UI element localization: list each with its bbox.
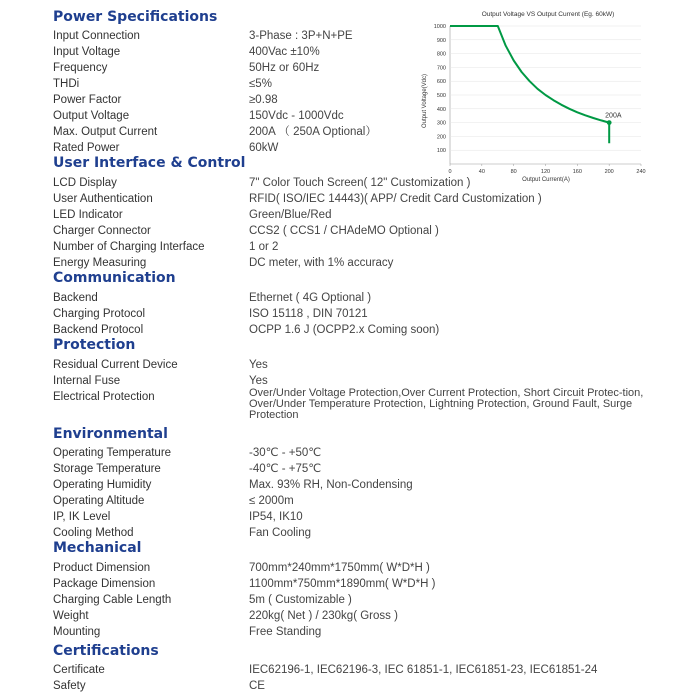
spec-label: Energy Measuring	[53, 257, 147, 269]
section-title-mechanical: Mechanical	[53, 540, 142, 556]
spec-value: 3-Phase : 3P+N+PE	[249, 30, 353, 42]
x-tick-label: 200	[604, 169, 614, 175]
chart-title: Output Voltage VS Output Current (Eg. 60kW)	[481, 11, 615, 18]
spec-value: Fan Cooling	[249, 527, 312, 539]
spec-value: 1100mm*750mm*1890mm( W*D*H )	[249, 578, 436, 590]
spec-value: -40℃ - +75℃	[249, 463, 322, 475]
chart-xlabel: Output Current(A)	[522, 177, 570, 183]
spec-label: Operating Altitude	[53, 495, 145, 507]
annotation-label: 200A	[605, 112, 622, 120]
y-tick-label: 800	[436, 51, 446, 58]
spec-label: Power Factor	[53, 94, 122, 106]
spec-label: Number of Charging Interface	[53, 241, 205, 253]
annotation-point	[607, 120, 612, 125]
spec-label: Max. Output Current	[53, 126, 158, 138]
spec-value: IP54, IK10	[249, 511, 303, 523]
spec-label: Backend	[53, 292, 98, 304]
spec-label: Backend Protocol	[53, 324, 144, 336]
section-title-certifications: Certifications	[53, 643, 159, 659]
spec-value: OCPP 1.6 J (OCPP2.x Coming soon)	[249, 324, 440, 336]
y-tick-label: 700	[436, 65, 446, 72]
spec-label: Output Voltage	[53, 110, 130, 122]
spec-label: Safety	[53, 680, 86, 692]
spec-value: 5m ( Customizable )	[249, 594, 352, 606]
y-tick-label: 500	[436, 93, 446, 99]
spec-label: Certificate	[53, 664, 105, 676]
spec-value: 50Hz or 60Hz	[249, 62, 320, 74]
spec-value: Max. 93% RH, Non-Condensing	[249, 479, 413, 491]
spec-label: Input Voltage	[53, 46, 121, 58]
spec-label: Product Dimension	[53, 562, 151, 574]
spec-label: Package Dimension	[53, 578, 156, 590]
spec-value: DC meter, with 1% accuracy	[249, 257, 394, 269]
spec-value: ISO 15118 , DIN 70121	[249, 308, 368, 320]
section-title-environmental: Environmental	[53, 426, 168, 442]
x-tick-label: 240	[636, 169, 646, 175]
spec-label: Storage Temperature	[53, 463, 161, 475]
spec-value: 7" Color Touch Screen( 12" Customization )	[249, 177, 471, 189]
spec-label: Residual Current Device	[53, 359, 178, 371]
y-tick-label: 900	[436, 37, 446, 44]
spec-value: CE	[249, 680, 265, 692]
spec-label: Charging Cable Length	[53, 594, 172, 606]
spec-value: Free Standing	[249, 626, 322, 638]
spec-value: IEC62196-1, IEC62196-3, IEC 61851-1, IEC61851-23, IEC61851-24	[249, 664, 598, 676]
spec-value: RFID( ISO/IEC 14443)( APP/ Credit Card Customization )	[249, 193, 542, 205]
voltage-current-chart	[408, 6, 658, 186]
spec-label: Charger Connector	[53, 225, 151, 237]
series-line-0	[450, 26, 609, 143]
x-tick-label: 0	[448, 169, 452, 175]
spec-label: Rated Power	[53, 142, 120, 154]
spec-value: 60kW	[249, 142, 279, 154]
spec-label: IP, IK Level	[53, 511, 111, 523]
spec-label: LED Indicator	[53, 209, 123, 221]
spec-value: 200A （ 250A Optional）	[249, 126, 377, 138]
spec-value: Yes	[249, 375, 268, 387]
section-title-communication: Communication	[53, 270, 176, 286]
section-title-ui: User Interface & Control	[53, 155, 246, 171]
spec-label: LCD Display	[53, 177, 117, 189]
x-tick-label: 160	[572, 169, 582, 175]
x-tick-label: 120	[540, 169, 551, 175]
spec-value: 150Vdc - 1000Vdc	[249, 110, 344, 122]
spec-label: Cooling Method	[53, 527, 134, 539]
spec-value: 220kg( Net ) / 230kg( Gross )	[249, 610, 398, 622]
spec-label: Operating Humidity	[53, 479, 152, 491]
spec-value: 700mm*240mm*1750mm( W*D*H )	[249, 562, 430, 574]
y-tick-label: 1000	[433, 24, 446, 30]
spec-label: User Authentication	[53, 193, 153, 205]
chart-ylabel: Output Voltage(Vdc)	[422, 73, 428, 129]
y-tick-label: 400	[436, 106, 446, 113]
spec-label: Charging Protocol	[53, 308, 146, 320]
spec-label: Input Connection	[53, 30, 140, 42]
spec-label: Electrical Protection	[53, 391, 155, 403]
y-tick-label: 100	[436, 148, 446, 155]
y-tick-label: 300	[436, 120, 446, 127]
spec-label: Weight	[53, 610, 89, 622]
section-title-protection: Protection	[53, 337, 136, 353]
y-tick-label: 600	[436, 79, 446, 86]
spec-label: Operating Temperature	[53, 447, 172, 459]
section-title-power: Power Specifications	[53, 9, 218, 25]
spec-value: ≤5%	[249, 78, 272, 90]
spec-value: -30℃ - +50℃	[249, 447, 322, 459]
spec-value: Yes	[249, 359, 268, 371]
spec-value: Green/Blue/Red	[249, 209, 332, 221]
y-tick-label: 200	[436, 134, 446, 141]
x-tick-label: 80	[510, 169, 517, 175]
spec-value: ≤ 2000m	[249, 495, 294, 507]
spec-label: Mounting	[53, 626, 101, 638]
spec-value: CCS2 ( CCS1 / CHAdeMO Optional )	[249, 225, 439, 237]
spec-value: ≥0.98	[249, 94, 278, 106]
x-tick-label: 40	[478, 169, 485, 175]
spec-value: 400Vac ±10%	[249, 46, 320, 58]
spec-label: Frequency	[53, 62, 108, 74]
spec-value: Ethernet ( 4G Optional )	[249, 292, 372, 304]
spec-value: 1 or 2	[249, 241, 279, 253]
spec-label: Internal Fuse	[53, 375, 121, 387]
spec-value: Over/Under Voltage Protection,Over Current Protection, Short Circuit Protec-tion, Over/Under Temperature Protection, Lightning Protection, Ground Fault, Surge Protection	[249, 387, 644, 421]
spec-label: THDi	[53, 78, 80, 90]
